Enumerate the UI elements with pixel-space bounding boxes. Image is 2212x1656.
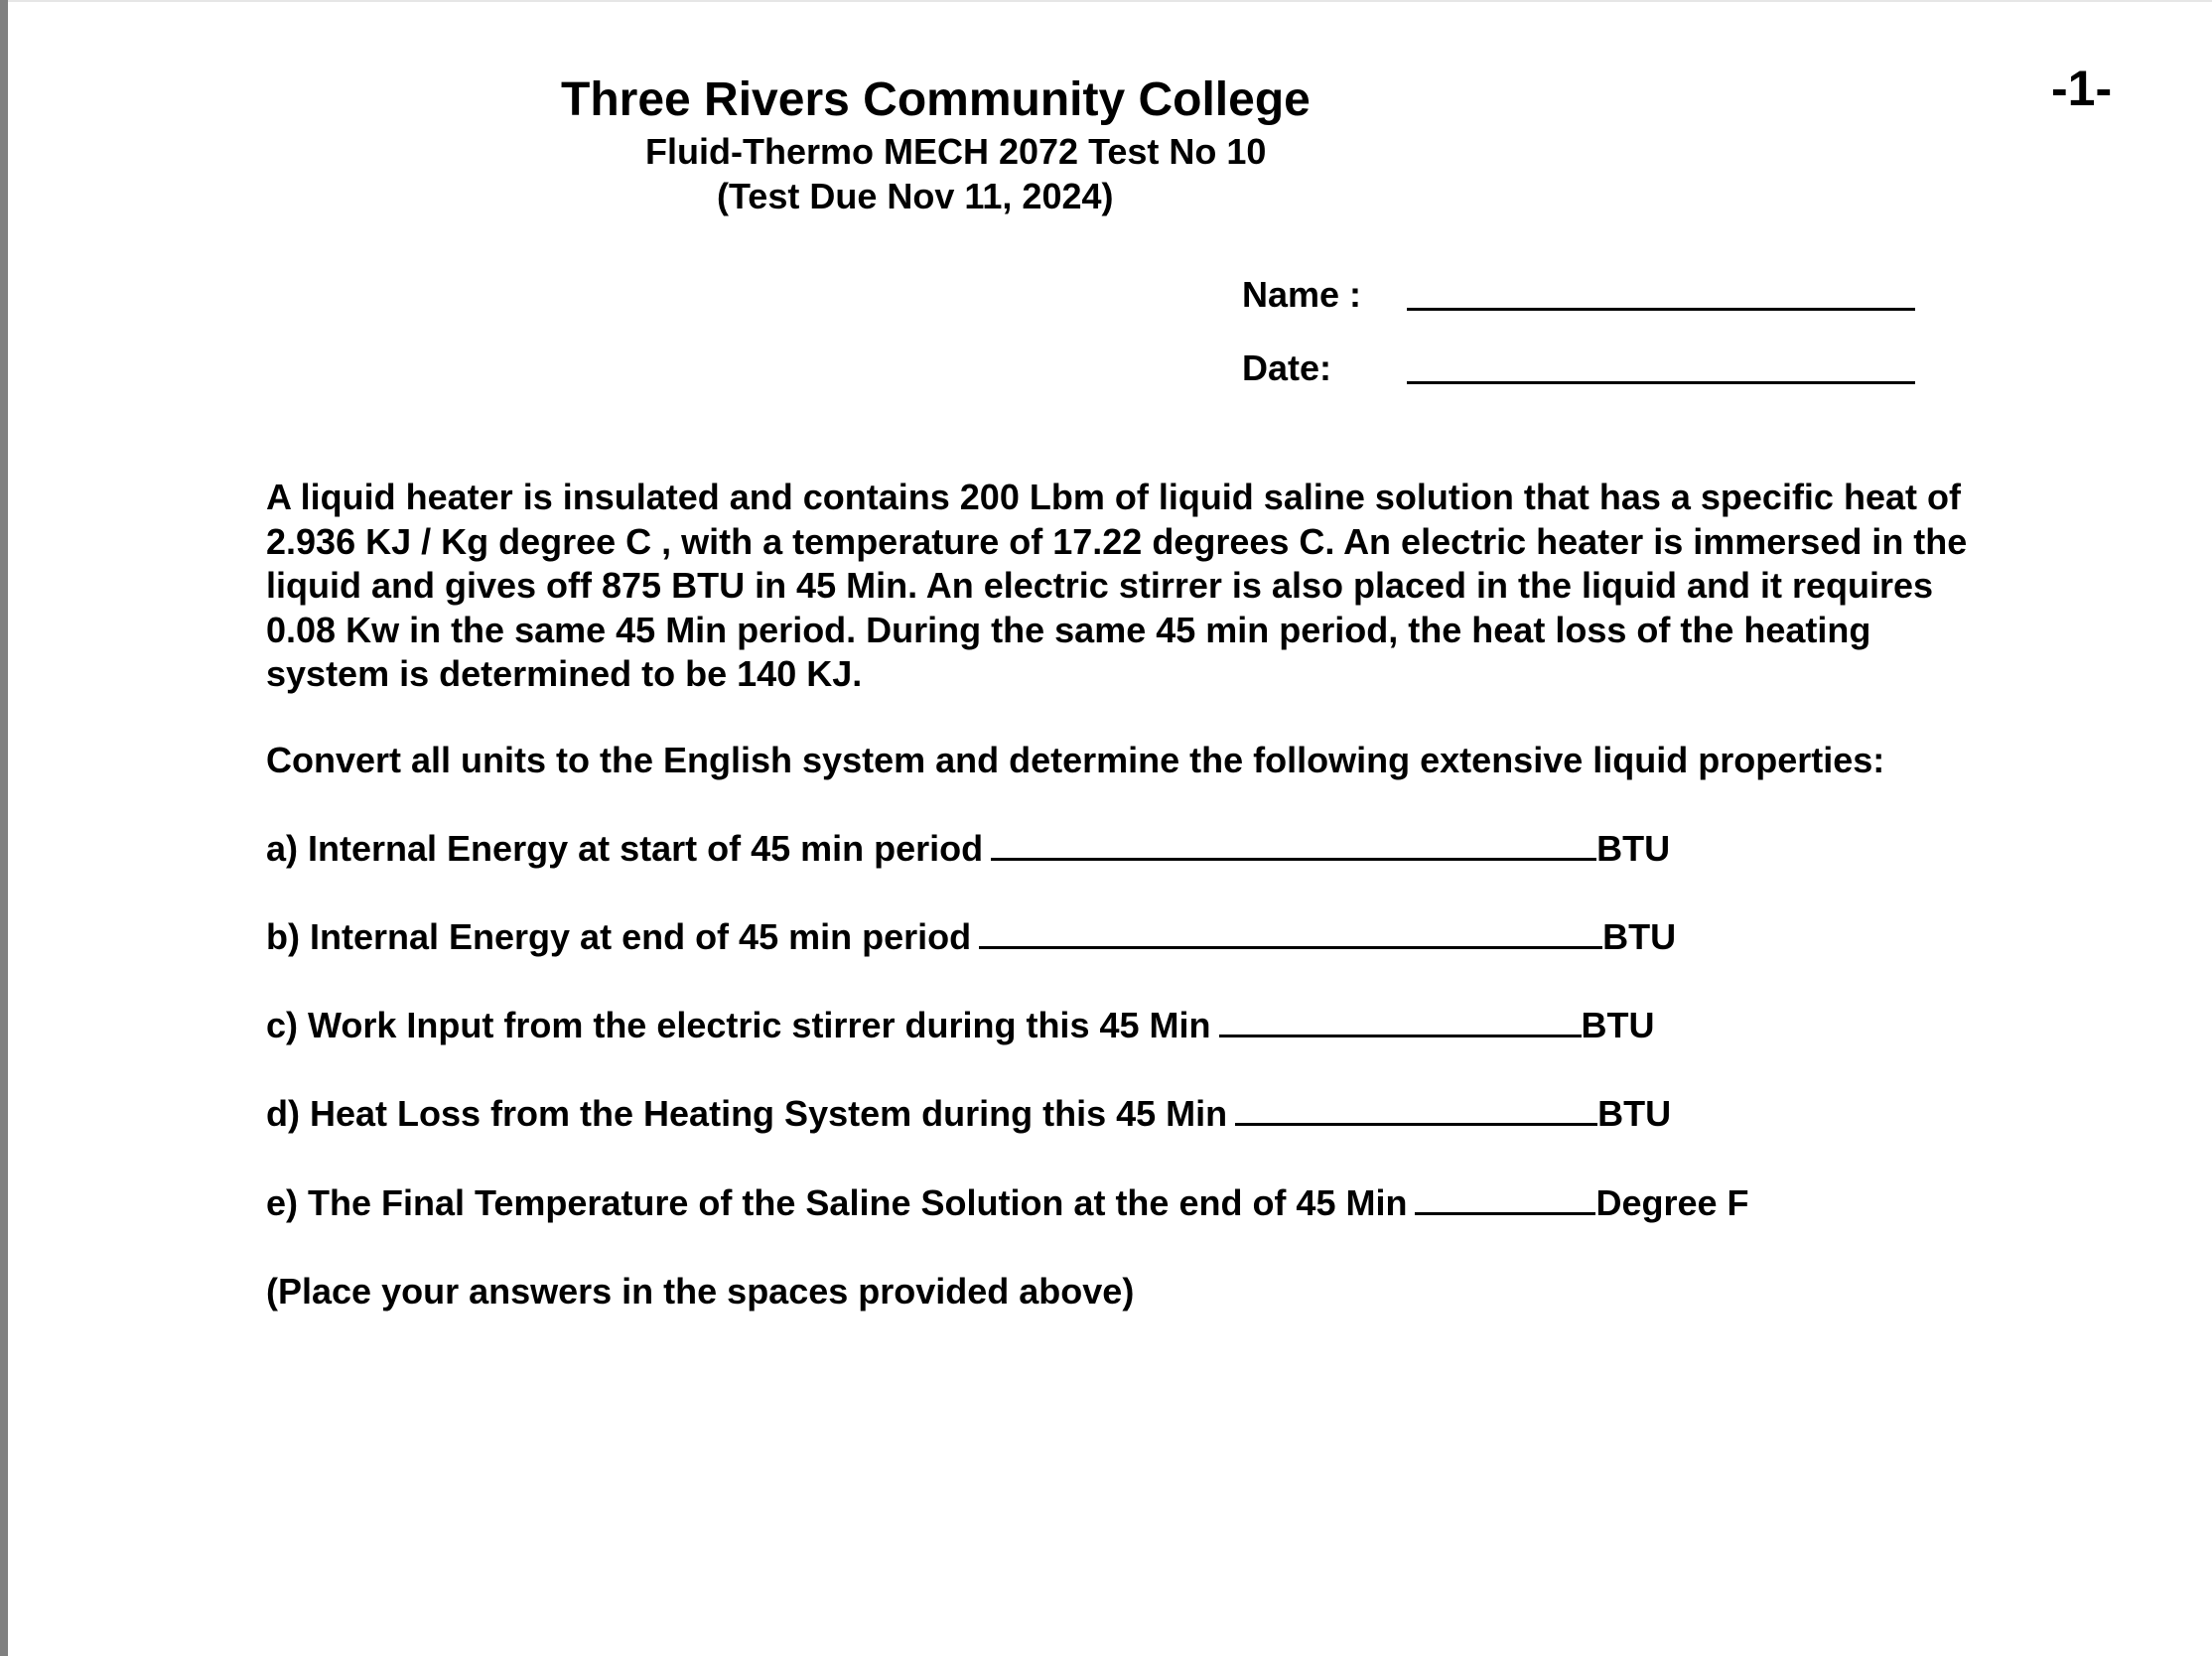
problem-line: 0.08 Kw in the same 45 Min period. During the same 45 min period, the heat loss of the heating	[266, 609, 1871, 650]
answer-instructions-note: (Place your answers in the spaces provided above)	[266, 1271, 1135, 1311]
answer-blank[interactable]	[991, 828, 1596, 861]
problem-line: 2.936 KJ / Kg degree C , with a temperature of 17.22 degrees C. An electric heater is immersed in the	[266, 520, 1968, 562]
answer-blank[interactable]	[1235, 1093, 1597, 1126]
college-title: Three Rivers Community College	[561, 73, 1311, 126]
date-label: Date:	[1242, 347, 1332, 388]
question-c	[266, 1005, 1655, 1046]
question-text: b) Internal Energy at end of 45 min period	[266, 916, 972, 957]
problem-statement	[266, 476, 2053, 697]
question-unit: BTU	[1602, 916, 1677, 957]
instruction-text: Convert all units to the English system and determine the following extensive liquid properties:	[266, 740, 1885, 780]
problem-line: liquid and gives off 875 BTU in 45 Min. An electric stirrer is also placed in the liquid and it requires	[266, 565, 1934, 606]
answer-blank[interactable]	[979, 916, 1602, 949]
problem-line: A liquid heater is insulated and contains 200 Lbm of liquid saline solution that has a specific heat of	[266, 477, 1961, 517]
viewer-top-border	[8, 0, 2212, 2]
question-e	[266, 1182, 1749, 1224]
due-date-line: (Test Due Nov 11, 2024)	[717, 176, 1114, 216]
answer-blank[interactable]	[1219, 1005, 1582, 1037]
problem-line: system is determined to be 140 KJ.	[266, 653, 863, 694]
question-a	[266, 828, 1670, 870]
viewer-left-border	[0, 0, 8, 1656]
date-answer-line[interactable]	[1407, 381, 1915, 384]
question-text: c) Work Input from the electric stirrer during this 45 Min	[266, 1005, 1211, 1045]
page-number: -1-	[2051, 61, 2113, 116]
name-answer-line[interactable]	[1407, 308, 1915, 311]
name-label: Name :	[1242, 274, 1362, 315]
question-unit: BTU	[1581, 1005, 1655, 1045]
question-unit: Degree F	[1595, 1182, 1749, 1223]
question-text: a) Internal Energy at start of 45 min period	[266, 828, 984, 869]
question-unit: BTU	[1597, 1093, 1672, 1134]
question-unit: BTU	[1596, 828, 1671, 869]
course-test-subtitle: Fluid-Thermo MECH 2072 Test No 10	[645, 131, 1267, 172]
question-text: e) The Final Temperature of the Saline Solution at the end of 45 Min	[266, 1182, 1408, 1223]
question-text: d) Heat Loss from the Heating System during this 45 Min	[266, 1093, 1228, 1134]
question-b	[266, 916, 1676, 958]
question-d	[266, 1093, 1671, 1135]
answer-blank[interactable]	[1415, 1182, 1595, 1215]
